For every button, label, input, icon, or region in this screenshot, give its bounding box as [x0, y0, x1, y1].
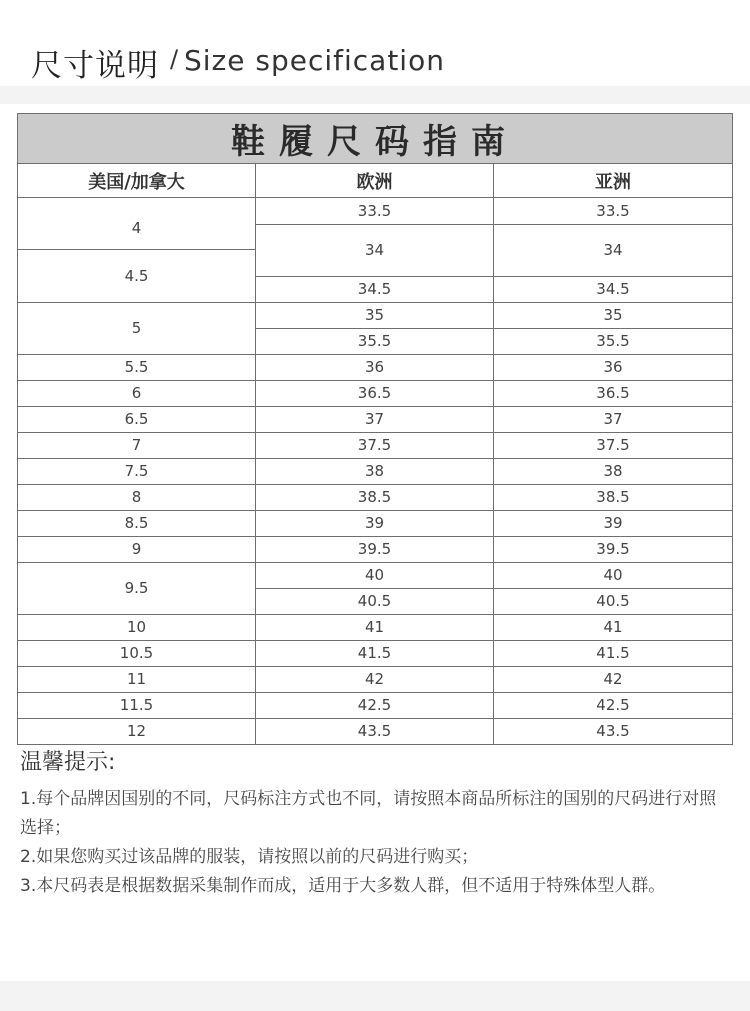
table-row: [18, 666, 733, 692]
asia-size-cell: 33.5: [494, 198, 733, 225]
table-row: [18, 380, 733, 406]
table-row: [18, 614, 733, 640]
cell-divider: [18, 249, 255, 250]
asia-size-cell: 42.5: [494, 692, 733, 718]
table-row: [18, 432, 733, 458]
asia-size-cell: 43.5: [494, 718, 733, 744]
us-size-cell: [18, 198, 256, 237]
asia-size-cell: 37.5: [494, 432, 733, 458]
column-header-us-canada: 美国/加拿大: [18, 164, 256, 198]
asia-size-cell: 38: [494, 458, 733, 484]
eu-size-cell: 36: [256, 354, 494, 380]
tips-list: [20, 785, 732, 901]
table-row: [18, 640, 733, 666]
asia-size-cell: 41: [494, 614, 733, 640]
us-size-cell: 11: [18, 666, 256, 692]
eu-size-cell: 40.5: [256, 588, 494, 614]
title-english: Size specification: [184, 44, 445, 77]
asia-size-cell: 37: [494, 406, 733, 432]
eu-size-cell: 38.5: [256, 484, 494, 510]
table-row: [18, 302, 733, 328]
footer-band: [0, 981, 750, 1011]
us-size-cell: 12: [18, 718, 256, 744]
column-header-asia: 亚洲: [494, 164, 733, 198]
eu-size-cell: 36.5: [256, 380, 494, 406]
asia-size-cell: 41.5: [494, 640, 733, 666]
asia-size-cell: 34: [494, 224, 733, 276]
asia-size-cell: 34.5: [494, 276, 733, 302]
us-size-cell: 8.5: [18, 510, 256, 536]
tip-item: 1.每个品牌因国别的不同，尺码标注方式也不同，请按照本商品所标注的国别的尺码进行对照选择；: [20, 789, 717, 838]
table-row: [18, 198, 733, 225]
us-size-cell: 5: [18, 302, 256, 354]
us-size-cell: 7.5: [18, 458, 256, 484]
table-row: [18, 562, 733, 588]
us-size-cell: 9.5: [18, 562, 256, 614]
us-size-label: 4: [131, 219, 142, 237]
table-row: [18, 406, 733, 432]
table-row: [18, 354, 733, 380]
us-size-cell: 10: [18, 614, 256, 640]
eu-size-cell: 41: [256, 614, 494, 640]
us-size-label: 4.5: [124, 266, 149, 285]
title-chinese: 尺寸说明: [31, 48, 159, 84]
us-size-cell: 10.5: [18, 640, 256, 666]
table-banner: 鞋履尺码指南: [18, 114, 733, 164]
eu-size-cell: 43.5: [256, 718, 494, 744]
table-row: [18, 510, 733, 536]
column-header-europe: 欧洲: [256, 164, 494, 198]
eu-size-cell: 38: [256, 458, 494, 484]
tip-item: 2.如果您购买过该品牌的服装，请按照以前的尺码进行购买；: [20, 847, 479, 867]
divider-band: [0, 86, 750, 104]
eu-size-cell: 37: [256, 406, 494, 432]
table-row: [18, 458, 733, 484]
us-size-cell: 6.5: [18, 406, 256, 432]
page-header: [0, 0, 750, 86]
us-size-cell: 8: [18, 484, 256, 510]
asia-size-cell: 39.5: [494, 536, 733, 562]
title-separator: /: [170, 45, 179, 73]
eu-size-cell: 42: [256, 666, 494, 692]
asia-size-cell: 36: [494, 354, 733, 380]
eu-size-cell: 35.5: [256, 328, 494, 354]
eu-size-cell: 33.5: [256, 198, 494, 225]
asia-size-cell: 35: [494, 302, 733, 328]
eu-size-cell: 35: [256, 302, 494, 328]
tips-title: 温馨提示:: [20, 750, 116, 775]
table-row: [18, 718, 733, 744]
asia-size-cell: 42: [494, 666, 733, 692]
asia-size-cell: 40.5: [494, 588, 733, 614]
eu-size-cell: 34: [256, 224, 494, 276]
eu-size-cell: 39: [256, 510, 494, 536]
eu-size-cell: 39.5: [256, 536, 494, 562]
eu-size-cell: 41.5: [256, 640, 494, 666]
eu-size-cell: 37.5: [256, 432, 494, 458]
us-size-cell: 6: [18, 380, 256, 406]
table-body: [18, 198, 733, 745]
eu-size-cell: 40: [256, 562, 494, 588]
table-row: [18, 692, 733, 718]
asia-size-cell: 35.5: [494, 328, 733, 354]
table-row: [18, 276, 733, 302]
size-guide-table: [17, 113, 733, 745]
us-size-cell: 7: [18, 432, 256, 458]
table-row: [18, 484, 733, 510]
asia-size-cell: 38.5: [494, 484, 733, 510]
us-size-cell: 5.5: [18, 354, 256, 380]
asia-size-cell: 40: [494, 562, 733, 588]
asia-size-cell: 36.5: [494, 380, 733, 406]
asia-size-cell: 39: [494, 510, 733, 536]
us-size-cell: [18, 266, 256, 302]
eu-size-cell: 34.5: [256, 276, 494, 302]
eu-size-cell: 42.5: [256, 692, 494, 718]
us-size-cell: 9: [18, 536, 256, 562]
us-size-cell: 11.5: [18, 692, 256, 718]
tip-item: 3.本尺码表是根据数据采集制作而成，适用于大多数人群，但不适用于特殊体型人群。: [20, 876, 666, 896]
table-row: [18, 536, 733, 562]
